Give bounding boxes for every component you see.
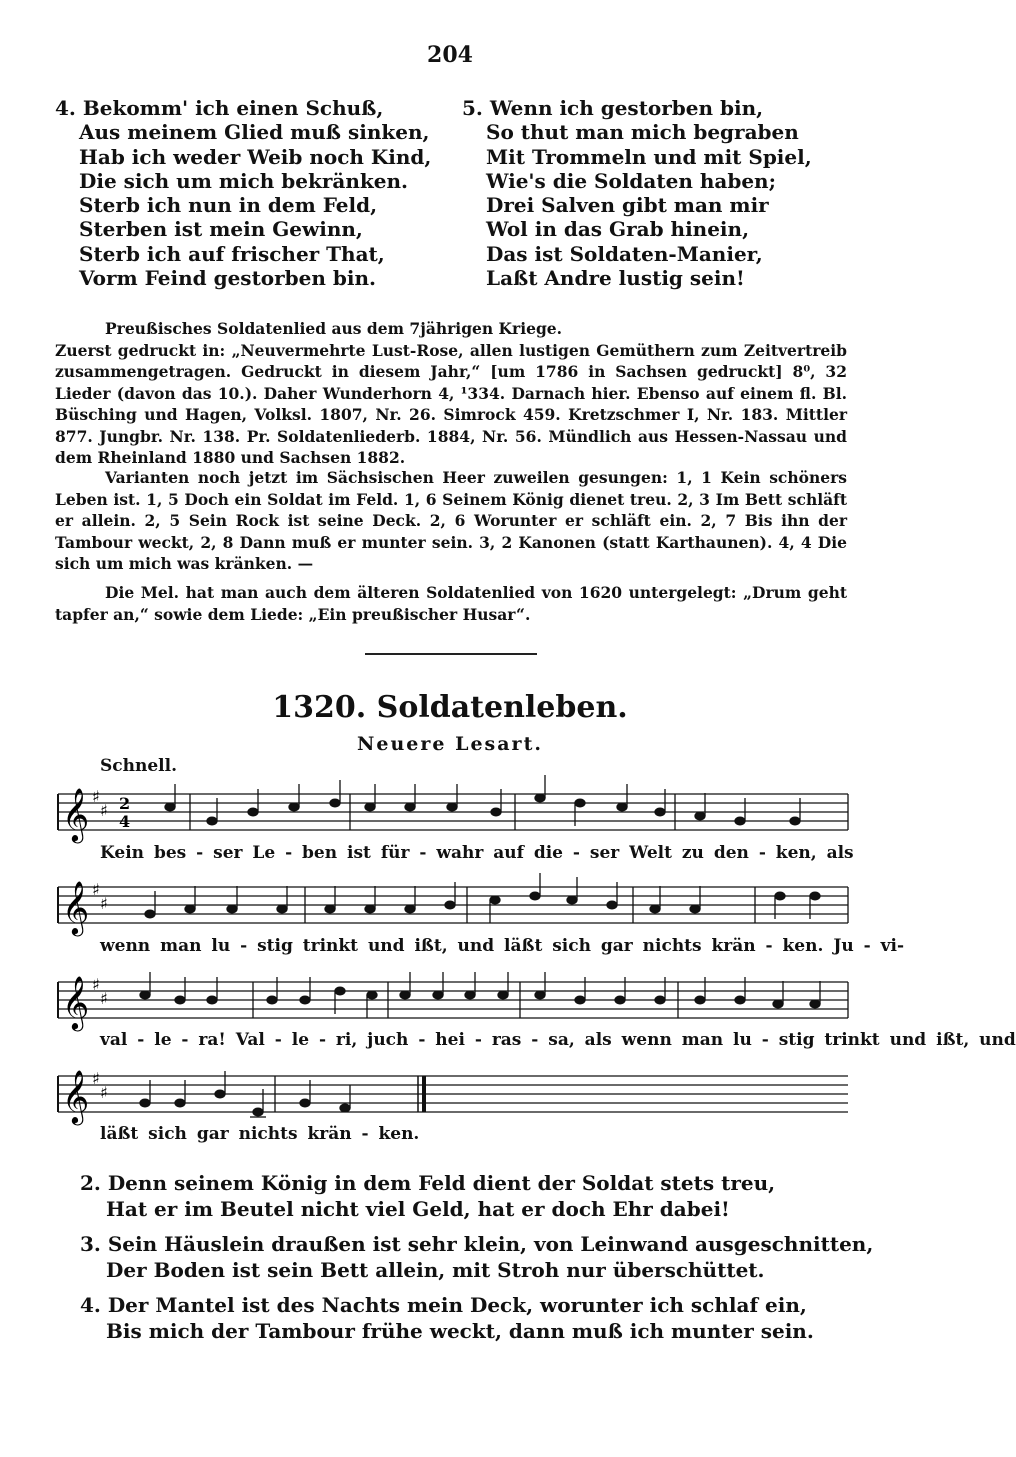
song-subtitle: Neuere Lesart. xyxy=(357,733,543,755)
source-body: Zuerst gedruckt in: „Neuvermehrte Lust-Rose, allen lustigen Gemüthern zum Zeitvertreib zusammengetragen. Gedruckt in diesem Jahr,“ [um 1786 in Sachsen gedruckt] 8⁰, 32 Lieder (davon das 10.). Daher Wunderhorn 4, ¹334. Darnach hier. Ebenso auf einem fl. Bl. Büsching und Hagen, Volksl. 1807, Nr. 26. Simrock 459. Kretzschmer I, Nr. 183. Mittler 877. Jungbr. Nr. 138. Pr. Soldatenliederb. 1884, Nr. 56. Mündlich aus Hessen-Nassau und dem Rheinland 1880 und Sachsen 1882. xyxy=(55,340,847,467)
lyric-line: läßt sich gar nichts krän - ken. xyxy=(100,1124,420,1144)
verse-line: Sterb ich auf frischer That, xyxy=(79,241,385,266)
verse-line: Die sich um mich bekränken. xyxy=(79,168,408,193)
verse-line: Sterb ich nun in dem Feld, xyxy=(79,193,378,218)
stanza-3 xyxy=(80,1231,873,1283)
verse-line: Wie's die Soldaten haben; xyxy=(486,168,776,193)
svg-text:♯: ♯ xyxy=(92,1069,100,1088)
verse-line: Sterben ist mein Gewinn, xyxy=(79,217,363,242)
source-heading: Preußisches Soldatenlied aus dem 7jährigen Kriege. xyxy=(105,319,563,338)
notes-row xyxy=(145,873,820,923)
stanza-4 xyxy=(80,1292,873,1344)
variant-notes xyxy=(55,467,847,575)
time-signature-top: 2 xyxy=(119,794,131,813)
key-signature-icon xyxy=(92,880,108,913)
verse-line: Drei Salven gibt man mir xyxy=(486,193,769,218)
verse-line: Aus meinem Glied muß sinken, xyxy=(79,120,430,145)
svg-text:♯: ♯ xyxy=(100,989,108,1008)
time-signature-bottom: 4 xyxy=(119,812,131,831)
svg-text:♯: ♯ xyxy=(92,880,100,899)
verse-line: 5. Wenn ich gestorben bin, xyxy=(462,96,764,120)
lyric-line: wenn man lu - stig trinkt und ißt, und läßt sich gar nichts krän - ken. Ju - vi- xyxy=(100,936,905,956)
stanza-line: 2. Denn seinem König in dem Feld dient der Soldat stets treu, xyxy=(80,1171,776,1195)
verse-line: Das ist Soldaten-Manier, xyxy=(486,241,763,266)
key-signature-icon xyxy=(92,787,108,820)
verse-line: Wol in das Grab hinein, xyxy=(486,217,750,242)
svg-text:♯: ♯ xyxy=(100,801,108,820)
music-staff xyxy=(0,780,900,850)
melody-text: Die Mel. hat man auch dem älteren Soldatenlied von 1620 untergelegt: „Drum geht tapfer an,“ sowie dem Liede: „Ein preußischer Husar“. xyxy=(55,583,847,624)
treble-clef-icon: 𝄞 xyxy=(62,1069,90,1123)
section-divider xyxy=(365,653,537,655)
verse-line: Hab ich weder Weib noch Kind, xyxy=(79,144,432,169)
notes-row xyxy=(140,972,820,1018)
treble-clef-icon: 𝄞 xyxy=(62,787,90,841)
stanza-line: 3. Sein Häuslein draußen ist sehr klein, von Leinwand ausgeschnitten, xyxy=(80,1232,874,1256)
song-title: 1320. Soldatenleben. xyxy=(272,690,628,725)
music-staff xyxy=(0,1062,900,1132)
stanza-line: Hat er im Beutel nicht viel Geld, hat er doch Ehr dabei! xyxy=(106,1197,730,1221)
stanza-2 xyxy=(80,1170,873,1222)
verse-4 xyxy=(55,96,431,290)
source-notes xyxy=(55,318,847,469)
stanzas xyxy=(80,1170,873,1353)
svg-text:♯: ♯ xyxy=(92,975,100,994)
lyric-line: val - le - ra! Val - le - ri, juch - hei - ras - sa, als wenn man lu - stig trinkt und ißt, und xyxy=(100,1030,1016,1050)
melody-note xyxy=(55,582,847,625)
verse-line: 4. Bekomm' ich einen Schuß, xyxy=(55,96,384,120)
stanza-line: Bis mich der Tambour frühe weckt, dann muß ich munter sein. xyxy=(106,1319,814,1343)
stanza-line: Der Boden ist sein Bett allein, mit Stroh nur überschüttet. xyxy=(106,1258,765,1282)
tempo-marking: Schnell. xyxy=(100,756,177,776)
verse-line: Laßt Andre lustig sein! xyxy=(486,266,745,291)
verse-line: Vorm Feind gestorben bin. xyxy=(79,266,376,291)
svg-text:♯: ♯ xyxy=(100,1083,108,1102)
svg-text:♯: ♯ xyxy=(92,787,100,806)
music-staff xyxy=(0,873,900,943)
music-staff xyxy=(0,968,900,1038)
treble-clef-icon: 𝄞 xyxy=(62,880,90,934)
verse-5 xyxy=(462,96,812,290)
lyric-line: Kein bes - ser Le - ben ist für - wahr auf die - ser Welt zu den - ken, als xyxy=(100,843,854,863)
notes-row xyxy=(165,775,800,826)
svg-text:♯: ♯ xyxy=(100,894,108,913)
page-number: 204 xyxy=(427,42,473,68)
verse-line: Mit Trommeln und mit Spiel, xyxy=(486,144,812,169)
verse-line: So thut man mich begraben xyxy=(486,120,799,145)
treble-clef-icon: 𝄞 xyxy=(62,975,90,1029)
key-signature-icon xyxy=(92,1069,108,1102)
variant-text: Varianten noch jetzt im Sächsischen Heer zuweilen gesungen: 1, 1 Kein schöners Leben ist. 1, 5 Doch ein Soldat im Feld. 1, 6 Seinem König dienet treu. 2, 3 Im Bett schläft er allein. 2, 5 Sein Rock ist seine Deck. 2, 6 Worunter er schläft ein. 2, 7 Bis ihn der Tambour weckt, 2, 8 Dann muß er munter sein. 3, 2 Kanonen (statt Karthaunen). 4, 4 Die sich um mich was kränken. — xyxy=(55,468,847,573)
stanza-line: 4. Der Mantel ist des Nachts mein Deck, worunter ich schlaf ein, xyxy=(80,1293,807,1317)
key-signature-icon xyxy=(92,975,108,1008)
